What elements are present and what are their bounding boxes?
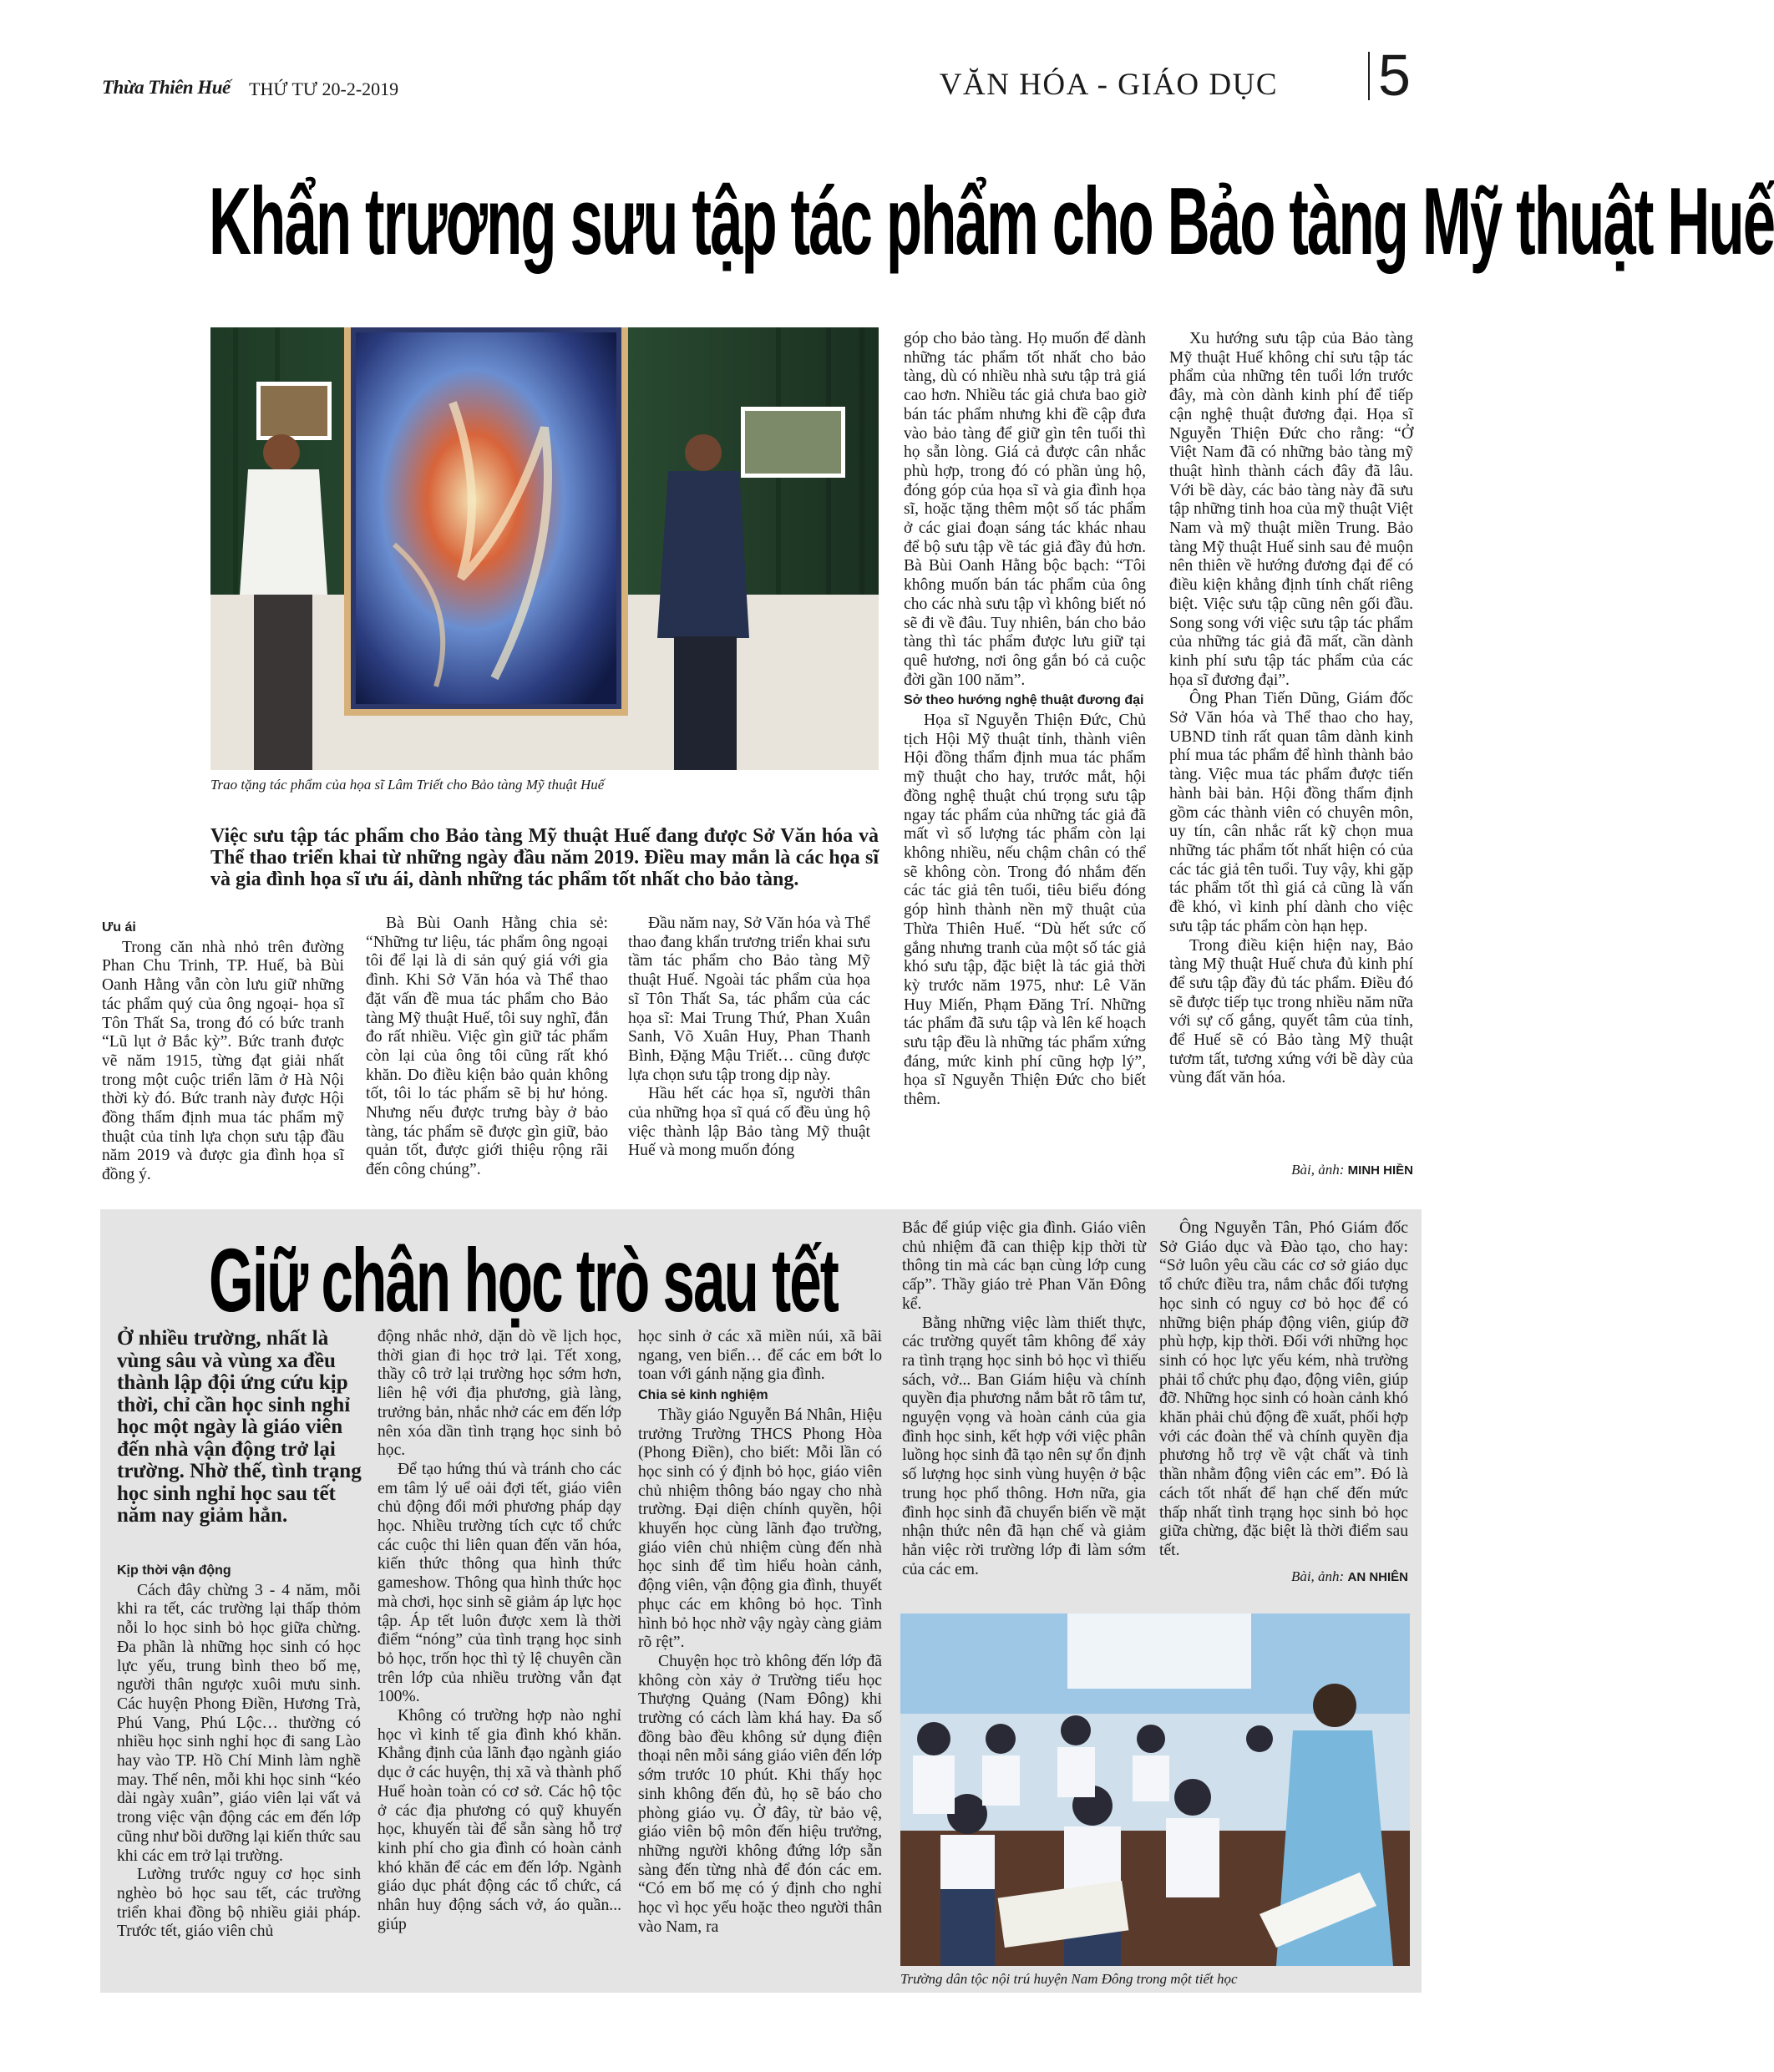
article1-column-5 — [1169, 330, 1413, 1088]
paragraph: Không có trường hợp nào nghỉ học vì kinh tế gia đình khó khăn. Khẳng định của lãnh đạo ngành giáo dục ở các huyện, thị xã và thành phố Huế hoàn toàn có cơ sở. Các hộ tộc ở các địa phương có quỹ khuyến học, khuyến tài để sẵn sàng hỗ trợ kinh phí cho gia đình có hoàn cảnh khó khăn để các em đến lớp. Ngành giáo dục phát động các tổ chức, cá nhân huy động sách vở, áo quần... giúp — [378, 1707, 621, 1933]
article2-headline: Giữ chân học trò sau tết — [209, 1229, 838, 1330]
article1-column-4 — [904, 330, 1146, 1110]
article1-headline: Khẩn trương sưu tập tác phẩm cho Bảo tàng Mỹ thuật Huế — [209, 169, 1774, 275]
article2-column-2 — [378, 1328, 621, 1935]
paragraph: Trong điều kiện hiện nay, Bảo tàng Mỹ thuật Huế chưa đủ kinh phí để sưu tập đầy đủ tác phẩm. Điều đó sẽ được tiếp tục trong nhiều năm nữa với sự cố gắng, quyết tâm của tỉnh, để Huế sẽ có Bảo tàng Mỹ thuật tươm tất, tương xứng với bề dày của vùng đất văn hóa. — [1169, 936, 1413, 1087]
paragraph: Họa sĩ Nguyễn Thiện Đức, Chủ tịch Hội Mỹ thuật tỉnh, thành viên Hội đồng thẩm định mua tác phẩm mỹ thuật cho hay, trước mắt, hội đồng nghệ thuật chú trọng sưu tập ngay tác phẩm của những tác giả đã mất vì số lượng tác phẩm còn lại không nhiều, nếu chậm chân có thể sẽ không còn. Trong đó nhắm đến các tác giả tên tuổi, tiêu biểu đóng góp hình thành nền mỹ thuật của Thừa Thiên Huế. “Dù hết sức cố gắng nhưng tranh của một số tác giả khó sưu tập, đặc biệt là tác giả thời kỳ trước năm 1975, như: Lê Văn Huy Miến, Phạm Đăng Trí. Những tác phẩm đã sưu tập và lên kế hoạch sưu tập đều là những tác phẩm xứng đáng, mức kinh phí cũng hợp lý”, họa sĩ Nguyễn Thiện Đức cho biết thêm. — [904, 712, 1146, 1109]
paragraph: Bà Bùi Oanh Hằng chia sẻ: “Những tư liệu, tác phẩm ông ngoại tôi để lại là di sản quý giá với gia đình. Khi Sở Văn hóa và Thể thao đặt vấn đề mua tác phẩm cho Bảo tàng Mỹ thuật Huế, tôi suy nghĩ, đắn đo rất nhiều. Việc gìn giữ tác phẩm còn lại của ông tôi cũng rất khó khăn. Do điều kiện bảo quản không tốt, tôi lo tác phẩm sẽ bị hư hỏng. Nhưng nếu được trưng bày ở bảo tàng, tác phẩm sẽ được gìn giữ, bảo quản tốt, được giới thiệu rộng rãi đến công chúng”. — [366, 914, 608, 1179]
paragraph: Để tạo hứng thú và tránh cho các em tâm lý uể oải đợi tết, giáo viên chủ động đổi mới phương pháp dạy học. Nhiều trường tích cực tổ chức các cuộc thi liên quan đến văn hóa, kiến thức thông qua hình thức gameshow. Thông qua hình thức học mà chơi, học sinh sẽ giảm áp lực học tập. Áp tết luôn được xem là thời điểm “nóng” của tình trạng học sinh bỏ học, trốn học thì tỷ lệ chuyên cần trên lớp của nhiều trường vẫn đạt 100%. — [378, 1460, 621, 1706]
article1-column-1 — [102, 917, 344, 1185]
paragraph: Thầy giáo Nguyễn Bá Nhân, Hiệu trưởng Trường THCS Phong Hòa (Phong Điền), cho biết: Mỗi lần có học sinh có ý định bỏ học, giáo viên chủ nhiệm thông báo ngay cho nhà trường. Đại diện chính quyền, hội khuyến học cùng lãnh đạo trường, giáo viên chủ nhiệm cùng đến nhà học sinh để tìm hiểu hoàn cảnh, động viên, vận động gia đình, thuyết phục các em không bỏ học. Tình hình bỏ học nhờ vậy ngày càng giảm rõ rệt”. — [638, 1406, 882, 1652]
article2-column-3 — [638, 1328, 882, 1938]
paragraph: Ông Nguyễn Tân, Phó Giám đốc Sở Giáo dục và Đào tạo, cho hay: “Sở luôn yêu cầu các cơ sở giáo dục tổ chức điều tra, nắm chắc đối tượng học sinh có nguy cơ bỏ học để có những biện pháp động viên, giúp đỡ phù hợp, kịp thời. Đối với những học sinh có học lực yếu kém, nhà trường phải tổ chức phụ đạo, động viên, giúp đỡ. Những học sinh có hoàn cảnh khó khăn phải chủ động đề xuất, phối hợp với các đoàn thể và chính quyền địa phương hỗ trợ về vật chất và tinh thần nhằm động viên các em”. Đó là cách tốt nhất để hạn chế đến mức thấp nhất tình trạng học sinh bỏ học giữa chừng, đặc biệt là thời điểm sau tết. — [1159, 1219, 1408, 1559]
subheading: Sở theo hướng nghệ thuật đương đại — [904, 693, 1144, 708]
newspaper-name: Thừa Thiên Huế — [102, 77, 231, 98]
paragraph: Hầu hết các họa sĩ, người thân của những họa sĩ quá cố đều ủng hộ việc thành lập Bảo tàng Mỹ thuật Huế và mong muốn đóng — [628, 1085, 870, 1160]
article2-column-4 — [902, 1219, 1146, 1579]
article2-lead: Ở nhiều trường, nhất là vùng sâu và vùng xa đều thành lập đội ứng cứu kịp thời, chỉ cần học sinh nghỉ học một ngày là giáo viên đến nhà vận động trở lại trường. Nhờ thế, tình trạng học sinh nghỉ học sau tết năm nay giảm hẳn. — [117, 1327, 362, 1527]
paragraph: Bằng những việc làm thiết thực, các trường quyết tâm không để xảy ra tình trạng học sinh bỏ học vì thiếu sách, vở... Ban Giám hiệu và chính quyền địa phương nắm bắt rõ tâm tư, nguyện vọng và hoàn cảnh của gia đình học sinh, kết hợp với việc phân luồng học sinh đã tạo nên sự ổn định số lượng học sinh vùng huyện ở bậc trung học phổ thông. Hơn nữa, gia đình học sinh đã chuyển biến về mặt nhận thức nên đã hạn chế và giảm hẳn việc rời trường lớp đi làm sớm của các em. — [902, 1314, 1146, 1578]
subheading: Ưu ái — [102, 920, 136, 935]
paragraph: Đầu năm nay, Sở Văn hóa và Thể thao đang khẩn trương triển khai sưu tầm tác phẩm cho Bảo tàng Mỹ thuật Huế. Ngoài tác phẩm của họa sĩ Tôn Thất Sa, tác phẩm của các họa sĩ: Mai Trung Thứ, Phan Xuân Sanh, Võ Xuân Huy, Phan Thanh Bình, Đặng Mậu Triết… cũng được lựa chọn sưu tập trong dịp này. — [628, 914, 870, 1084]
article1-byline — [1169, 1162, 1413, 1178]
article1-column-2 — [366, 914, 608, 1180]
paragraph: Ông Phan Tiến Dũng, Giám đốc Sở Văn hóa và Thể thao cho hay, UBND tỉnh rất quan tâm dành kinh phí mua tác phẩm để hình thành bảo tàng. Việc mua tác phẩm được tiến hành bài bản. Hội đồng thẩm định gồm các thành viên có chuyên môn, uy tín, cân nhắc rất kỹ chọn mua những tác phẩm tốt nhất hiện có của các tác giả tên tuổi. Tuy vậy, khi gặp tác phẩm tốt thì giá cả cũng là vấn đề khó, vì kinh phí dành cho việc sưu tập tác phẩm còn hạn hẹp. — [1169, 690, 1413, 935]
paragraph: Xu hướng sưu tập của Bảo tàng Mỹ thuật Huế không chỉ sưu tập tác phẩm của những tên tuổi lớn trước đây, mà còn dành kinh phí để tiếp cận nghệ thuật đương đại. Họa sĩ Nguyễn Thiện Đức cho rằng: “Ở Việt Nam đã có những bảo tàng mỹ thuật hình thành cách đây đã lâu. Với bề dày, các bảo tàng này đã sưu tập những tinh hoa của mỹ thuật Việt Nam và mỹ thuật miền Trung. Bảo tàng Mỹ thuật Huế sinh sau đẻ muộn nên thiên về hướng đương đại để có điều kiện khẳng định tính chất riêng biệt. Việc sưu tập cũng nên gối đầu. Song song với việc sưu tập tác phẩm của những tác giả đã mất, cần dành kinh phí sưu tập tác phẩm của các họa sĩ đương đại”. — [1169, 330, 1413, 689]
paragraph: Lường trước nguy cơ học sinh nghèo bỏ học sau tết, các trường triển khai đồng bộ nhiều giải pháp. Trước tết, giáo viên chủ — [117, 1866, 361, 1941]
page-number: 5 — [1378, 43, 1411, 108]
paragraph: Bắc để giúp việc gia đình. Giáo viên chủ nhiệm đã can thiệp kịp thời từ thông tin mà các bạn cùng lớp cung cấp”. Thầy giáo trẻ Phan Văn Đông kể. — [902, 1219, 1146, 1313]
article2-column-1 — [117, 1560, 361, 1942]
paragraph: Trong căn nhà nhỏ trên đường Phan Chu Trinh, TP. Huế, bà Bùi Oanh Hằng vẫn còn lưu giữ những tác phẩm quý của ông ngoại- họa sĩ Tôn Thất Sa, trong đó có bức tranh “Lũ lụt ở Bắc kỳ”. Bức tranh được vẽ năm 1915, từng đạt giải nhất trong một cuộc triển lãm ở Hà Nội thời kỳ đó. Bức tranh này được Hội đồng thẩm định mua tác phẩm mỹ thuật của tỉnh lựa chọn sưu tập đầu năm 2019 và được gia đình họa sĩ đồng ý. — [102, 938, 344, 1184]
article2-byline — [1159, 1568, 1408, 1585]
subheading: Kịp thời vận động — [117, 1563, 231, 1578]
paragraph: Cách đây chừng 3 - 4 năm, mỗi khi ra tết, các trường lại thấp thỏm nỗi lo học sinh bỏ học giữa chừng. Đa phần là những học sinh có học lực yếu, trung bình theo bố mẹ, người thân ngược xuôi mưu sinh. Các huyện Phong Điền, Hương Trà, Phú Vang, Phú Lộc… thường có nhiều học sinh nghỉ học đi sang Lào hay vào TP. Hồ Chí Minh làm nghề may. Thế nên, mỗi khi học sinh “kéo dài ngày xuân”, giáo viên lại vất vả trong việc vận động các em đến lớp cũng như bồi dưỡng lại kiến thức sau khi các em trở lại trường. — [117, 1581, 361, 1865]
section-title: VĂN HÓA - GIÁO DỤC — [939, 68, 1278, 102]
byline-prefix: Bài, ảnh: — [1290, 1568, 1345, 1584]
paragraph: góp cho bảo tàng. Họ muốn để dành những tác phẩm tốt nhất cho bảo tàng, dù có nhiều nhà sưu tập trả giá cao hơn. Nhiều tác giả chưa bao giờ bán tác phẩm nhưng khi đề cập đưa vào bảo tàng để giữ gìn tên tuổi thì họ sẵn lòng. Giá cả được cân nhắc phù hợp, trong đó có phần ủng hộ, đóng góp của họa sĩ và gia đình họa sĩ, hoặc tặng thêm một số tác phẩm ở các giai đoạn sáng tác khác nhau để bộ sưu tập về tác giả đầy đủ hơn. Bà Bùi Oanh Hằng bộc bạch: “Tôi không muốn bán tác phẩm của ông cho các nhà sưu tập vì không biết nó sẽ đi về đâu. Tuy nhiên, bán cho bảo tàng thì tác phẩm được lưu giữ tại quê hương, nơi ông gắn bó cả cuộc đời gần 100 năm”. — [904, 330, 1146, 689]
article1-lead: Việc sưu tập tác phẩm cho Bảo tàng Mỹ thuật Huế đang được Sở Văn hóa và Thể thao triển khai từ những ngày đầu năm 2019. Điều may mắn là các họa sĩ và gia đình họa sĩ ưu ái, dành những tác phẩm tốt nhất cho bảo tàng. — [210, 825, 879, 890]
article2-photo — [900, 1614, 1410, 1966]
article2-photo-caption: Trường dân tộc nội trú huyện Nam Đông trong một tiết học — [900, 1971, 1238, 1987]
section-divider — [1368, 52, 1370, 100]
paragraph: học sinh ở các xã miền núi, xã bãi ngang, ven biển… để các em bớt lo toan với gánh nặng gia đình. — [638, 1328, 882, 1384]
paragraph: Chuyện học trò không đến lớp đã không còn xảy ở Trường tiểu học Thượng Quảng (Nam Đông) khi trường có cách làm khá hay. Đa số đồng bào đều không sử dụng điện thoại nên mỗi sáng giáo viên đến lớp sớm trước 10 phút. Khi thấy học sinh không đến đủ, họ sẽ báo cho phòng giáo vụ. Ở đây, từ bảo vệ, giáo viên bộ môn đến hiệu trưởng, những người không đứng lớp sẵn sàng đến từng nhà để đón các em. “Có em bố mẹ có ý định cho nghỉ học vì học yếu hoặc theo người thân vào Nam, ra — [638, 1652, 882, 1936]
subheading: Chia sẻ kinh nghiệm — [638, 1388, 768, 1403]
issue-date: THỨ TƯ 20-2-2019 — [249, 79, 399, 99]
byline-author: MINH HIỀN — [1347, 1163, 1413, 1178]
article1-photo — [210, 327, 879, 770]
paragraph: động nhắc nhở, dặn dò về lịch học, thời gian đi học trở lại. Tết xong, thầy cô trở lại trường học sớm hơn, liên hệ với địa phương, già làng, trưởng bản, nhắc nhở các em đến lớp nên xóa dần tình trạng học sinh bỏ học. — [378, 1328, 621, 1460]
byline-prefix: Bài, ảnh: — [1291, 1162, 1345, 1178]
article1-column-3 — [628, 914, 870, 1161]
byline-author: AN NHIÊN — [1347, 1570, 1408, 1584]
article1-photo-caption: Trao tặng tác phẩm của họa sĩ Lâm Triết cho Bảo tàng Mỹ thuật Huế — [210, 777, 605, 793]
article2-column-5 — [1159, 1219, 1408, 1561]
